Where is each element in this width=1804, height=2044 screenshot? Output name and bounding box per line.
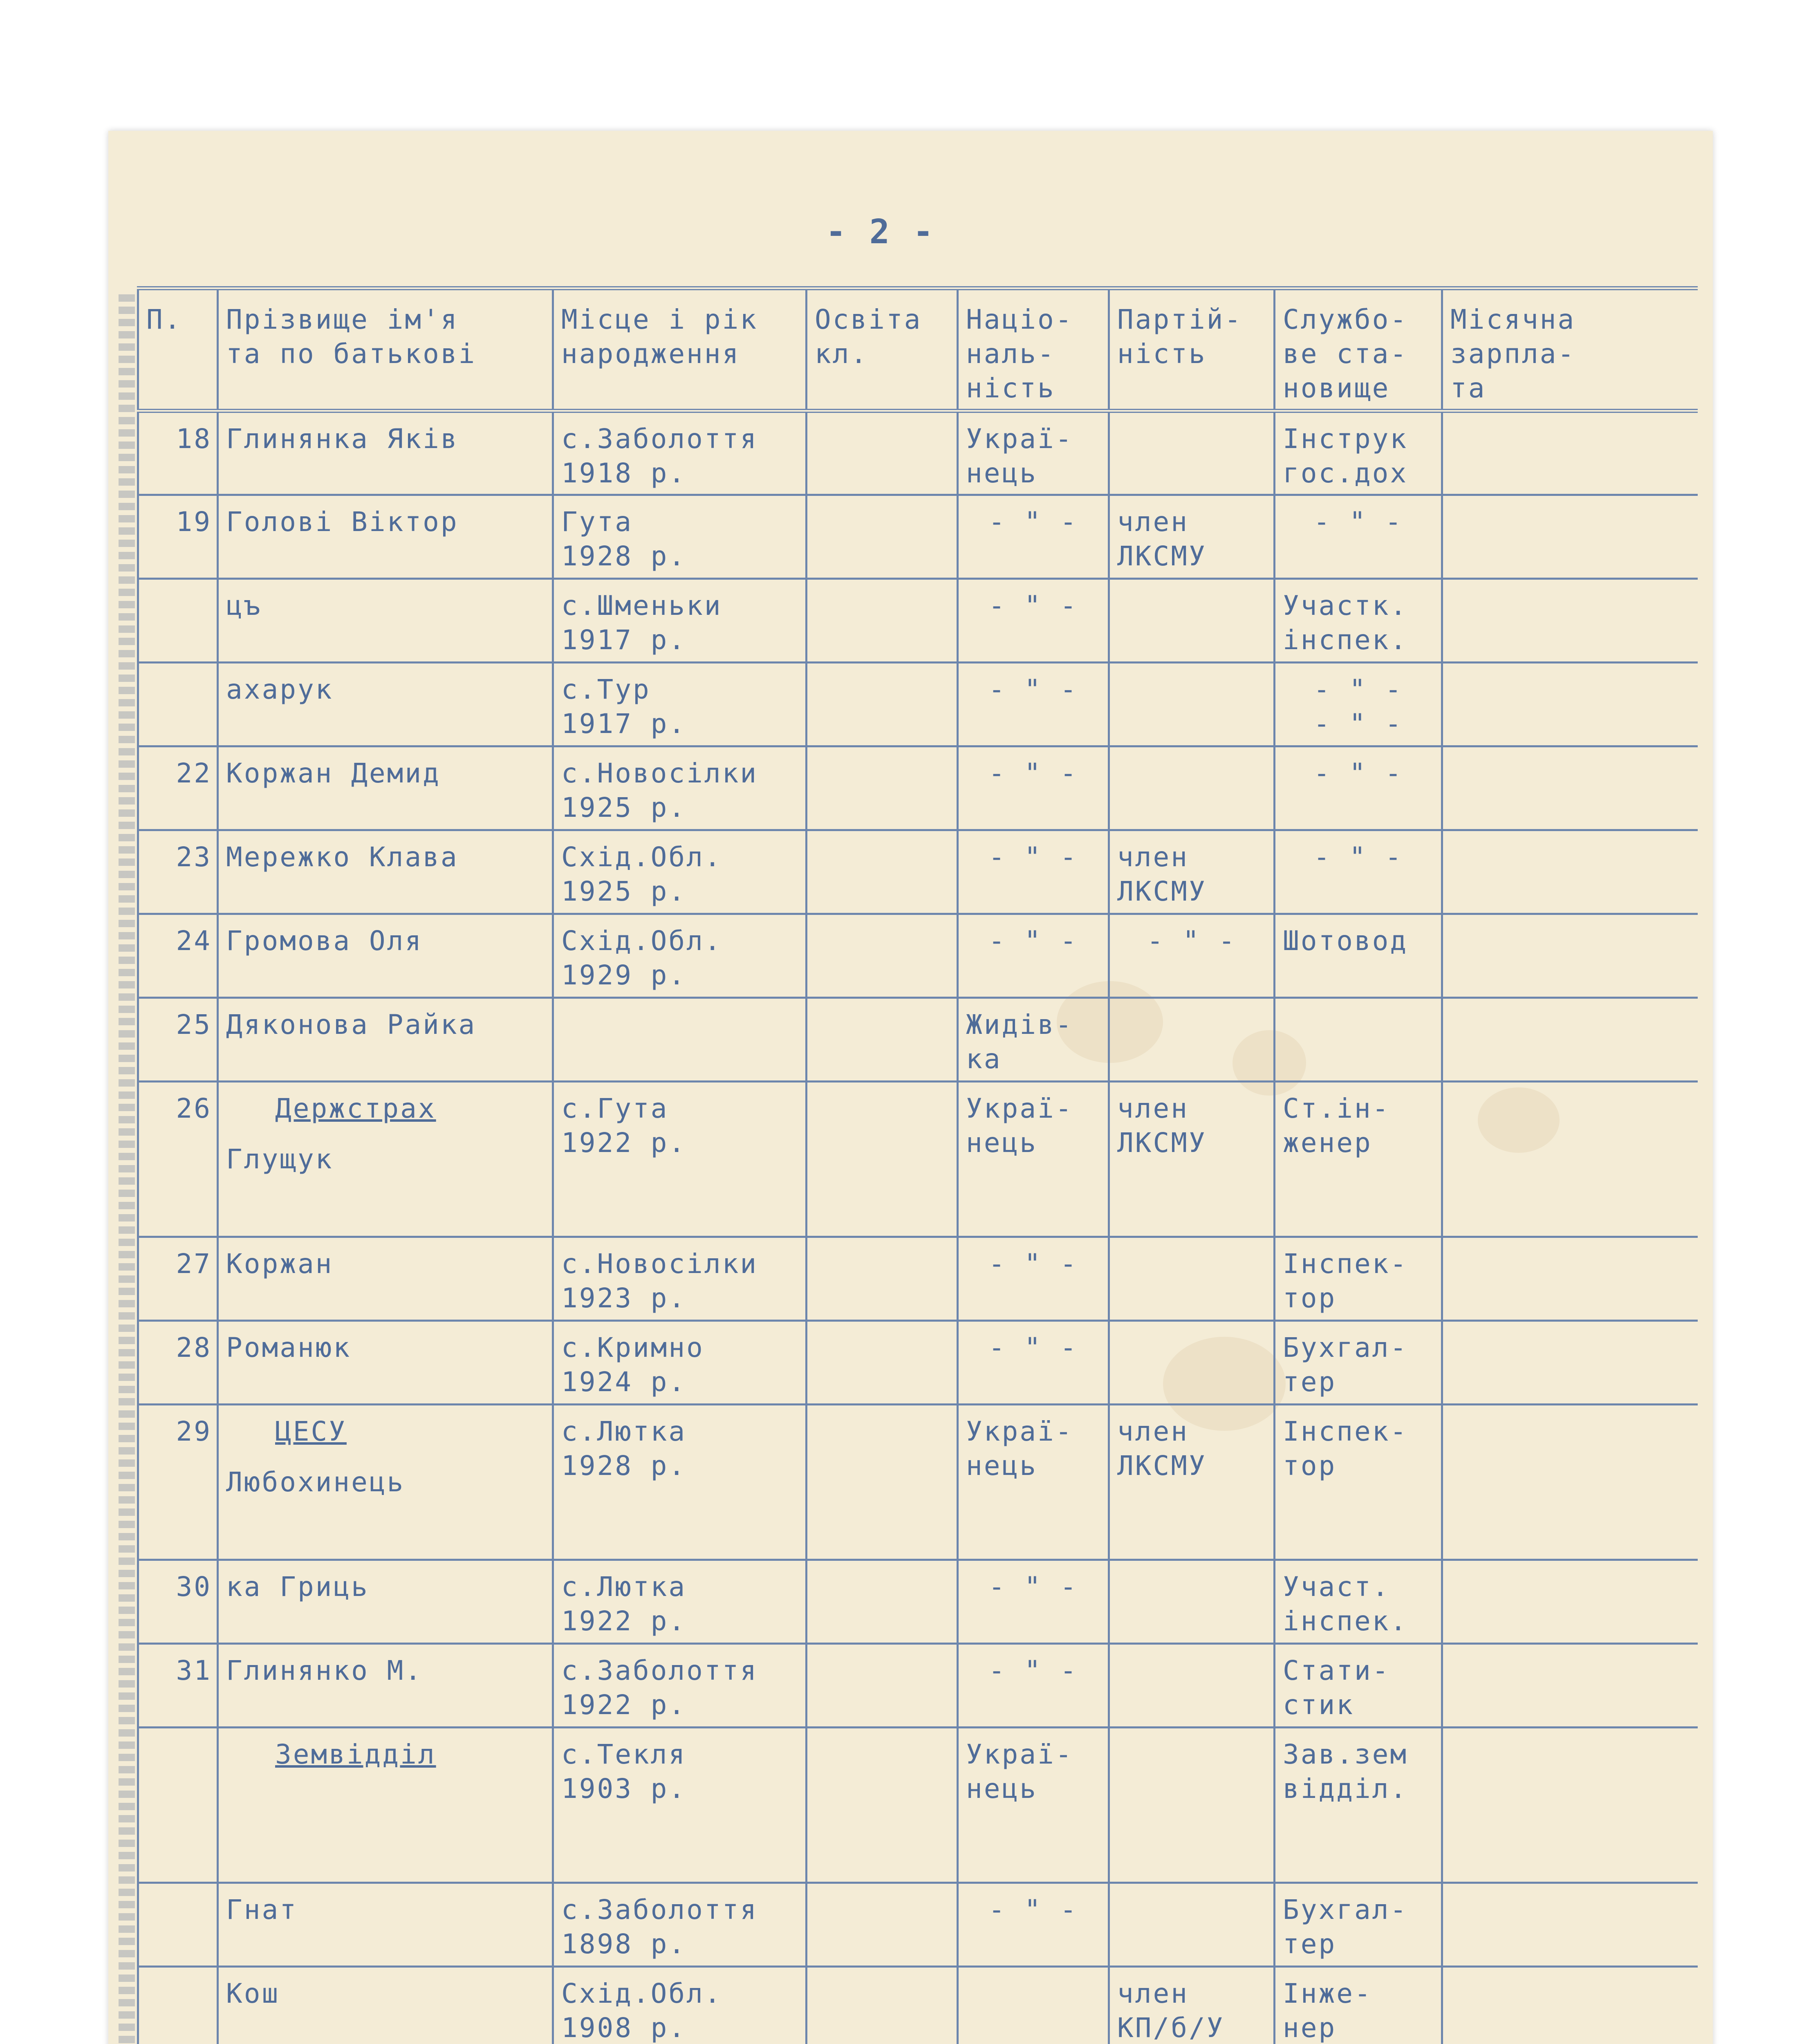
- birth-place-year-text: с.Лютка 1928 р.: [561, 1416, 687, 1481]
- birth-place-year-text: Схід.Обл. 1925 р.: [561, 841, 722, 907]
- party-cell: [1109, 1560, 1275, 1644]
- nationality-cell: [958, 1405, 1109, 1560]
- salary-cell: [1442, 1883, 1698, 1967]
- education-cell: [807, 579, 958, 663]
- education-cell: [807, 830, 958, 914]
- education-cell: [807, 1883, 958, 1967]
- nationality-cell: [958, 830, 1109, 914]
- salary-cell: [1442, 663, 1698, 746]
- person-name-text: Глинянка Яків: [226, 423, 459, 455]
- row-number-text: 22: [176, 758, 212, 789]
- birth-place-year-text: с.Заболоття 1922 р.: [561, 1655, 758, 1721]
- person-name: [218, 914, 553, 998]
- row-number-text: 27: [176, 1248, 212, 1280]
- person-name: [218, 1883, 553, 1967]
- education-cell: [807, 411, 958, 495]
- salary-cell: [1442, 1082, 1698, 1237]
- birth-place-year-text: Схід.Обл. 1908 р.: [561, 1978, 722, 2044]
- education-cell: [807, 1967, 958, 2044]
- position-cell: [1275, 746, 1442, 830]
- position-cell-text: - " -: [1313, 841, 1403, 873]
- person-name: [218, 1644, 553, 1728]
- nationality-cell: [958, 1883, 1109, 1967]
- table-row: [138, 746, 1698, 830]
- salary-cell: [1442, 746, 1698, 830]
- position-cell-text: Зав.зем відділ.: [1283, 1739, 1408, 1804]
- party-cell: [1109, 1082, 1275, 1237]
- education-cell: [807, 746, 958, 830]
- nationality-cell-text: Украї- нець: [966, 423, 1073, 489]
- row-number-text: 31: [176, 1655, 212, 1686]
- position-cell-text: - " -: [1313, 758, 1403, 789]
- position-cell: [1275, 1883, 1442, 1967]
- staff-roster-table: [137, 286, 1698, 2044]
- nationality-cell-text: - " -: [988, 674, 1078, 705]
- position-cell: [1275, 1728, 1442, 1883]
- person-name-text: Громова Оля: [226, 925, 423, 957]
- position-cell-text: - " - - " -: [1313, 674, 1403, 740]
- party-cell: [1109, 746, 1275, 830]
- nationality-cell-text: - " -: [988, 1894, 1078, 1925]
- person-name: [218, 1237, 553, 1321]
- birth-place-year-text: с.Текля 1903 р.: [561, 1739, 687, 1804]
- table-row: [138, 914, 1698, 998]
- education-cell: [807, 1644, 958, 1728]
- nationality-cell: [958, 411, 1109, 495]
- position-cell: [1275, 1405, 1442, 1560]
- person-name: [218, 495, 553, 579]
- person-name: [218, 663, 553, 746]
- party-cell: [1109, 830, 1275, 914]
- nationality-cell-text: Украї- нець: [966, 1739, 1073, 1804]
- person-name-text: Кош: [226, 1978, 280, 2009]
- nationality-cell-text: - " -: [988, 506, 1078, 538]
- birth-place-year-text: Гута 1928 р.: [561, 506, 687, 572]
- birth-place-year-text: с.Шменьки 1917 р.: [561, 590, 722, 656]
- table-row: [138, 495, 1698, 579]
- table-row: [138, 1560, 1698, 1644]
- row-number-text: 24: [176, 925, 212, 957]
- person-name-text: ахарук: [226, 674, 334, 705]
- position-cell-text: Шотовод: [1283, 925, 1408, 957]
- birth-place-year-text: с.Гута 1922 р.: [561, 1093, 687, 1159]
- person-name: [218, 830, 553, 914]
- nationality-cell-text: Жидів- ка: [966, 1009, 1073, 1075]
- nationality-cell: [958, 495, 1109, 579]
- party-cell: [1109, 998, 1275, 1082]
- birth-place-year-text: Схід.Обл. 1929 р.: [561, 925, 722, 991]
- nationality-cell: [958, 1321, 1109, 1405]
- person-name-text: Гнат: [226, 1894, 298, 1925]
- person-name-text: Мережко Клава: [226, 841, 459, 873]
- salary-cell: [1442, 830, 1698, 914]
- person-name: [218, 746, 553, 830]
- position-cell-text: Бухгал- тер: [1283, 1332, 1408, 1398]
- table-row: [138, 830, 1698, 914]
- person-name-text: цъ: [226, 590, 262, 621]
- table-row: [138, 1405, 1698, 1560]
- nationality-cell: [958, 998, 1109, 1082]
- header-number: П.: [138, 288, 218, 411]
- person-name-text: Коржан: [226, 1248, 334, 1280]
- nationality-cell: [958, 663, 1109, 746]
- person-name-text: Голові Віктор: [226, 506, 459, 538]
- position-cell-text: Стати- стик: [1283, 1655, 1390, 1721]
- person-name-text: Романюк: [226, 1332, 352, 1363]
- birth-place-year: [553, 1967, 807, 2044]
- position-cell-text: Бухгал- тер: [1283, 1894, 1408, 1960]
- birth-place-year: [553, 1237, 807, 1321]
- position-cell: [1275, 1321, 1442, 1405]
- person-name-text: ка Гриць: [226, 1571, 369, 1602]
- position-cell-text: Ст.ін- женер: [1283, 1093, 1390, 1159]
- salary-cell: [1442, 1560, 1698, 1644]
- salary-cell: [1442, 998, 1698, 1082]
- section-heading: Держстрах: [275, 1093, 436, 1124]
- nationality-cell: [958, 914, 1109, 998]
- position-cell: [1275, 1560, 1442, 1644]
- row-number-text: 28: [176, 1332, 212, 1363]
- education-cell: [807, 914, 958, 998]
- nationality-cell-text: Украї- нець: [966, 1093, 1073, 1159]
- birth-place-year-text: с.Заболоття 1918 р.: [561, 423, 758, 489]
- nationality-cell-text: - " -: [988, 841, 1078, 873]
- education-cell: [807, 1405, 958, 1560]
- row-number: [138, 495, 218, 579]
- party-cell: [1109, 1321, 1275, 1405]
- nationality-cell: [958, 1728, 1109, 1883]
- education-cell: [807, 1728, 958, 1883]
- education-cell: [807, 1237, 958, 1321]
- birth-place-year: [553, 914, 807, 998]
- nationality-cell: [958, 1644, 1109, 1728]
- table-row: [138, 411, 1698, 495]
- row-number: [138, 1321, 218, 1405]
- row-number: [138, 1405, 218, 1560]
- person-name-text: Коржан Демид: [226, 758, 441, 789]
- nationality-cell-text: - " -: [988, 1571, 1078, 1602]
- row-number-text: 19: [176, 506, 212, 538]
- person-name-text: Дяконова Райка: [226, 1009, 477, 1040]
- position-cell: [1275, 914, 1442, 998]
- party-cell: [1109, 1237, 1275, 1321]
- salary-cell: [1442, 1237, 1698, 1321]
- birth-place-year-text: с.Лютка 1922 р.: [561, 1571, 687, 1637]
- birth-place-year: [553, 579, 807, 663]
- party-cell: [1109, 1967, 1275, 2044]
- row-number-text: 26: [176, 1093, 212, 1124]
- row-number: [138, 1728, 218, 1883]
- position-cell: [1275, 1967, 1442, 2044]
- party-cell: [1109, 1728, 1275, 1883]
- nationality-cell-text: - " -: [988, 590, 1078, 621]
- header-party: Партій- ність: [1109, 288, 1275, 411]
- person-name-text: Любохинець: [226, 1466, 405, 1498]
- party-cell-text: член КП/б/У: [1117, 1978, 1225, 2044]
- birth-place-year: [553, 1405, 807, 1560]
- salary-cell: [1442, 1644, 1698, 1728]
- person-name: [218, 1321, 553, 1405]
- nationality-cell-text: - " -: [988, 1332, 1078, 1363]
- person-name: [218, 1728, 553, 1883]
- row-number: [138, 1883, 218, 1967]
- row-number-text: 30: [176, 1571, 212, 1602]
- nationality-cell: [958, 1967, 1109, 2044]
- position-cell: [1275, 411, 1442, 495]
- party-cell: [1109, 914, 1275, 998]
- row-number: [138, 1082, 218, 1237]
- position-cell: [1275, 830, 1442, 914]
- row-number-text: 18: [176, 423, 212, 455]
- position-cell: [1275, 663, 1442, 746]
- education-cell: [807, 495, 958, 579]
- birth-place-year: [553, 1644, 807, 1728]
- position-cell: [1275, 1082, 1442, 1237]
- nationality-cell: [958, 1237, 1109, 1321]
- position-cell: [1275, 998, 1442, 1082]
- person-name: [218, 1082, 553, 1237]
- header-birth: Місце і рік народження: [553, 288, 807, 411]
- party-cell: [1109, 1644, 1275, 1728]
- row-number: [138, 579, 218, 663]
- party-cell-text: член ЛКСМУ: [1117, 506, 1207, 572]
- person-name: [218, 1560, 553, 1644]
- row-number-text: 25: [176, 1009, 212, 1040]
- education-cell: [807, 1321, 958, 1405]
- salary-cell: [1442, 579, 1698, 663]
- birth-place-year: [553, 411, 807, 495]
- person-name: [218, 579, 553, 663]
- position-cell-text: Інспек- тор: [1283, 1248, 1408, 1314]
- birth-place-year: [553, 663, 807, 746]
- party-cell-text: член ЛКСМУ: [1117, 1093, 1207, 1159]
- row-number-text: 29: [176, 1416, 212, 1447]
- party-cell: [1109, 495, 1275, 579]
- table-row: [138, 1237, 1698, 1321]
- salary-cell: [1442, 1321, 1698, 1405]
- birth-place-year: [553, 1321, 807, 1405]
- education-cell: [807, 1082, 958, 1237]
- nationality-cell-text: - " -: [988, 925, 1078, 957]
- party-cell-text: член ЛКСМУ: [1117, 841, 1207, 907]
- position-cell-text: Інструк гос.дох: [1283, 423, 1408, 489]
- table-row: [138, 663, 1698, 746]
- person-name-text: Глущук: [226, 1143, 334, 1175]
- header-salary: Місячна зарпла- та: [1442, 288, 1698, 411]
- position-cell-text: - " -: [1313, 506, 1403, 538]
- table-row: [138, 998, 1698, 1082]
- education-cell: [807, 1560, 958, 1644]
- salary-cell: [1442, 495, 1698, 579]
- position-cell-text: Інспек- тор: [1283, 1416, 1408, 1481]
- row-number: [138, 1967, 218, 2044]
- table-row: [138, 1321, 1698, 1405]
- birth-place-year-text: с.Новосілки 1925 р.: [561, 758, 758, 823]
- row-number: [138, 663, 218, 746]
- header-position: Службо- ве ста- новище: [1275, 288, 1442, 411]
- row-number: [138, 1644, 218, 1728]
- position-cell: [1275, 1644, 1442, 1728]
- nationality-cell: [958, 1560, 1109, 1644]
- person-name: [218, 411, 553, 495]
- position-cell-text: Участ. інспек.: [1283, 1571, 1408, 1637]
- row-number: [138, 411, 218, 495]
- party-cell-text: член ЛКСМУ: [1117, 1416, 1207, 1481]
- position-cell-text: Інже- нер: [1283, 1978, 1372, 2044]
- header-education: Освіта кл.: [807, 288, 958, 411]
- birth-place-year: [553, 746, 807, 830]
- education-cell: [807, 663, 958, 746]
- table-row: [138, 579, 1698, 663]
- salary-cell: [1442, 1405, 1698, 1560]
- salary-cell: [1442, 1967, 1698, 2044]
- party-cell: [1109, 411, 1275, 495]
- birth-place-year: [553, 830, 807, 914]
- party-cell-text: - " -: [1147, 925, 1237, 957]
- position-cell: [1275, 495, 1442, 579]
- table-row: [138, 1728, 1698, 1883]
- birth-place-year: [553, 1728, 807, 1883]
- table-row: [138, 1967, 1698, 2044]
- birth-place-year-text: с.Тур 1917 р.: [561, 674, 687, 740]
- page-number: - 2 -: [826, 213, 935, 251]
- table-row: [138, 1644, 1698, 1728]
- section-heading: ЦЕСУ: [275, 1416, 347, 1447]
- birth-place-year: [553, 1883, 807, 1967]
- nationality-cell-text: - " -: [988, 1655, 1078, 1686]
- education-cell: [807, 998, 958, 1082]
- header-name: Прізвище ім'я та по батькові: [218, 288, 553, 411]
- person-name: [218, 998, 553, 1082]
- party-cell: [1109, 1883, 1275, 1967]
- nationality-cell-text: - " -: [988, 1248, 1078, 1280]
- salary-cell: [1442, 411, 1698, 495]
- table-row: [138, 1082, 1698, 1237]
- row-number: [138, 914, 218, 998]
- punched-margin: [119, 294, 135, 2044]
- birth-place-year: [553, 998, 807, 1082]
- person-name: [218, 1967, 553, 2044]
- row-number: [138, 1237, 218, 1321]
- nationality-cell-text: - " -: [988, 758, 1078, 789]
- table-row: [138, 1883, 1698, 1967]
- header-nationality: Націо- наль- ність: [958, 288, 1109, 411]
- table-header-row: [138, 288, 1698, 411]
- row-number: [138, 998, 218, 1082]
- position-cell: [1275, 1237, 1442, 1321]
- nationality-cell-text: Украї- нець: [966, 1416, 1073, 1481]
- row-number: [138, 830, 218, 914]
- party-cell: [1109, 579, 1275, 663]
- birth-place-year: [553, 1560, 807, 1644]
- birth-place-year: [553, 1082, 807, 1237]
- party-cell: [1109, 663, 1275, 746]
- row-number: [138, 1560, 218, 1644]
- salary-cell: [1442, 914, 1698, 998]
- row-number: [138, 746, 218, 830]
- person-name: [218, 1405, 553, 1560]
- salary-cell: [1442, 1728, 1698, 1883]
- party-cell: [1109, 1405, 1275, 1560]
- birth-place-year-text: с.Новосілки 1923 р.: [561, 1248, 758, 1314]
- nationality-cell: [958, 746, 1109, 830]
- position-cell: [1275, 579, 1442, 663]
- birth-place-year-text: с.Кримно 1924 р.: [561, 1332, 704, 1398]
- birth-place-year-text: с.Заболоття 1898 р.: [561, 1894, 758, 1960]
- section-heading: Земвідділ: [275, 1739, 436, 1770]
- nationality-cell: [958, 1082, 1109, 1237]
- row-number-text: 23: [176, 841, 212, 873]
- position-cell-text: Участк. інспек.: [1283, 590, 1408, 656]
- nationality-cell: [958, 579, 1109, 663]
- birth-place-year: [553, 495, 807, 579]
- person-name-text: Глинянко М.: [226, 1655, 423, 1686]
